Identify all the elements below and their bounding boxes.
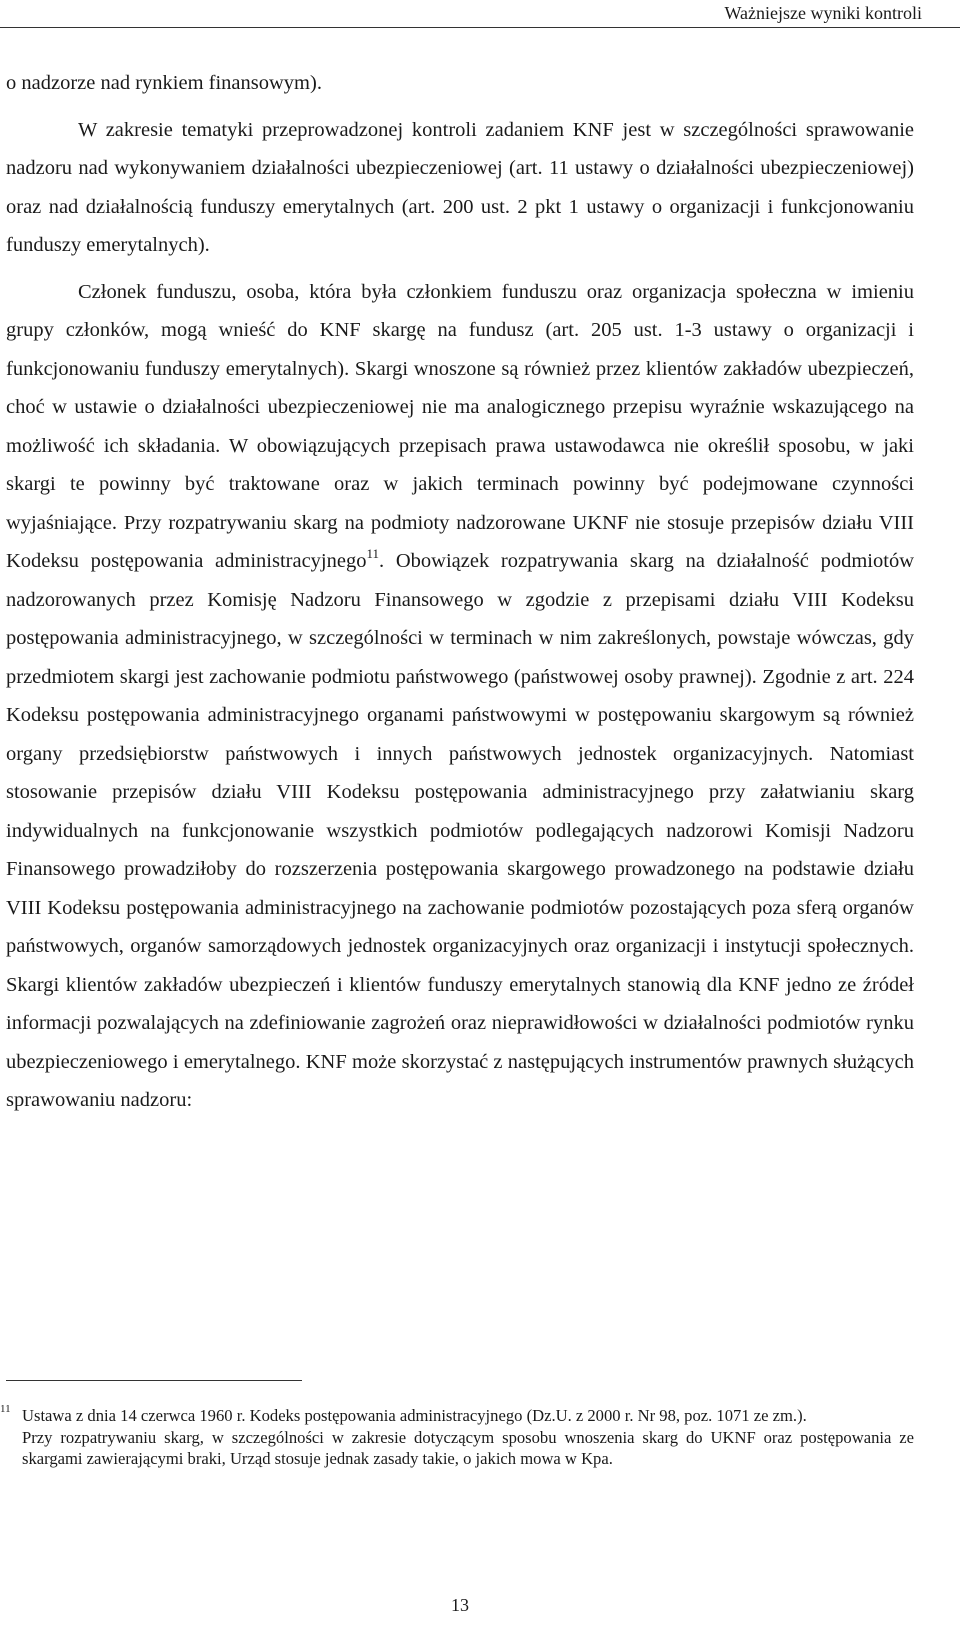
footnote-number: 11 [0, 1403, 11, 1415]
footnote-item [0, 1405, 914, 1470]
paragraph-complaints [6, 273, 914, 1120]
footnotes [0, 1405, 914, 1470]
footnote-text-citation: Ustawa z dnia 14 czerwca 1960 r. Kodeks postępowania administracyjnego (Dz.U. z 2000 r. Nr 98, poz. 1071 ze zm.). [22, 1406, 807, 1425]
footnote-body [22, 1405, 914, 1470]
page-number: 13 [451, 1595, 469, 1615]
running-header [0, 0, 960, 30]
main-text [6, 64, 914, 1120]
paragraph-complaints-part1: Członek funduszu, osoba, która była członkiem funduszu oraz organizacja społeczna w imieniu grupy członków, mogą wnieść do KNF skargę na fundusz (art. 205 ust. 1-3 ustawy o organizacji i funkcjonowaniu funduszy emerytalnych). Skargi wnoszone są również przez klientów zakładów ubezpieczeń, choć w ustawie o działalności ubezpieczeniowej nie ma analogicznego przepisu wyraźnie wskazującego na możliwość ich składania. W obowiązujących przepisach prawa ustawodawca nie określił sposobu, w jaki skargi te powinny być traktowane oraz w jakich terminach powinny być podejmowane czynności wyjaśniające. Przy rozpatrywaniu skarg na podmioty nadzorowane UKNF nie stosuje przepisów działu VIII Kodeksu postępowania administracyjnego [6, 280, 914, 572]
footnote-text-note: Przy rozpatrywaniu skarg, w szczególności w zakresie dotyczącym sposobu wnoszenia skarg do UKNF oraz postępowania ze skargami zawierającymi braki, Urząd stosuje jednak zasady takie, o jakich mowa w Kpa. [22, 1427, 914, 1468]
paragraph-continuation: o nadzorze nad rynkiem finansowym). [6, 72, 322, 94]
footnote-separator [6, 1380, 302, 1381]
header-rule [0, 27, 960, 28]
footnote-reference[interactable]: 11 [366, 546, 379, 561]
paragraph-complaints-part2: . Obowiązek rozpatrywania skarg na działalność podmiotów nadzorowanych przez Komisję Nadzoru Finansowego w zgodzie z przepisami działu VIII Kodeksu postępowania administracyjnego, w szczególności w terminach w nim zakreślonych, powstaje wówczas, gdy przedmiotem skargi jest zachowanie podmiotu państwowego (państwowej osoby prawnej). Zgodnie z art. 224 Kodeksu postępowania administracyjnego organami państwowymi w postępowaniu skargowym są również organy przedsiębiorstw państwowych i innych państwowych jednostek organizacyjnych. Natomiast stosowanie przepisów działu VIII Kodeksu postępowania administracyjnego przy załatwianiu skarg indywidualnych na funkcjonowanie wszystkich podmiotów podlegających nadzorowi Komisji Nadzoru Finansowego prowadziłoby do rozszerzenia postępowania skargowego prowadzonego na podstawie działu VIII Kodeksu postępowania administracyjnego na zachowanie podmiotów pozostających poza sferą organów państwowych, organów samorządowych jednostek organizacyjnych oraz organizacji i instytucji społecznych. Skargi klientów zakładów ubezpieczeń i klientów funduszy emerytalnych stanowią dla KNF jedno ze źródeł informacji pozwalających na zdefiniowanie zagrożeń oraz nieprawidłowości w działalności podmiotów rynku ubezpieczeniowego i emerytalnego. KNF może skorzystać z następujących instrumentów prawnych służących sprawowaniu nadzoru: [6, 550, 914, 1111]
paragraph-knf-scope: W zakresie tematyki przeprowadzonej kontroli zadaniem KNF jest w szczególności sprawowanie nadzoru nad wykonywaniem działalności ubezpieczeniowej (art. 11 ustawy o działalności ubezpieczeniowej) oraz nad działalnością funduszy emerytalnych (art. 200 ust. 2 pkt 1 ustawy o organizacji i funkcjonowaniu funduszy emerytalnych). [6, 118, 914, 256]
running-header-title: Ważniejsze wyniki kontroli [724, 3, 922, 23]
